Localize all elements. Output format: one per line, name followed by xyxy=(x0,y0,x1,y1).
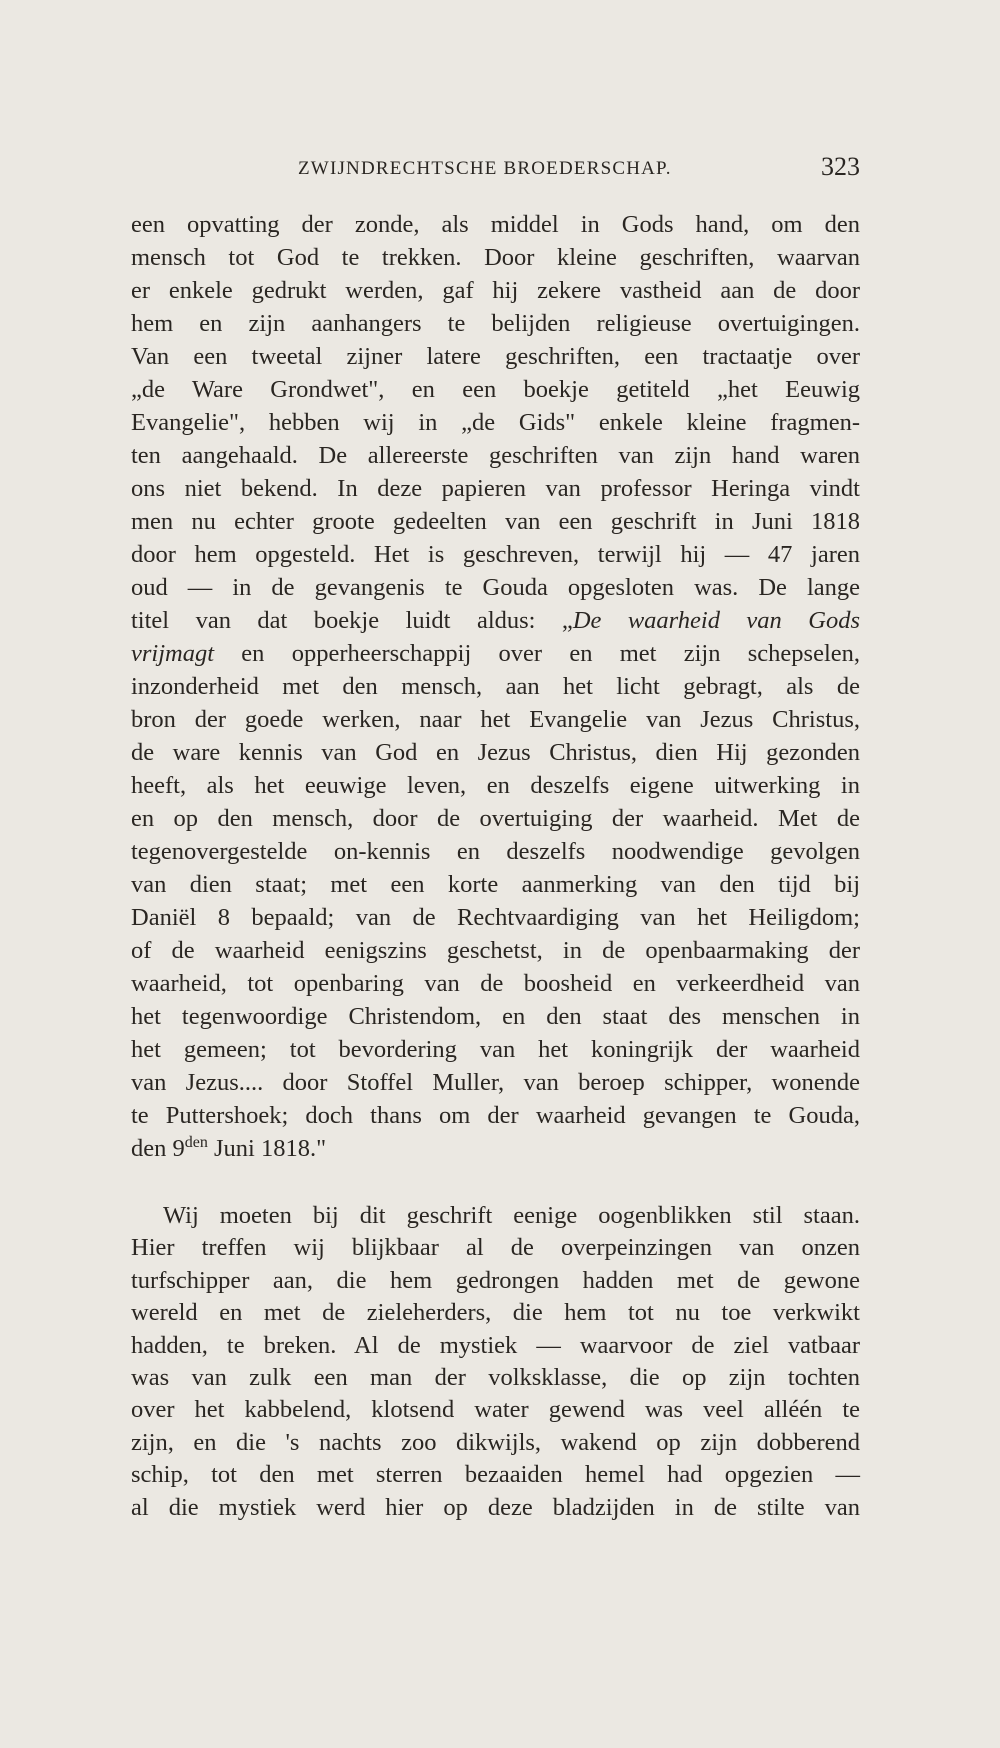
text-line: ten aangehaald. De allereerste geschriften van zijn hand waren xyxy=(131,442,860,469)
text-line: of de waarheid eenigszins geschetst, in de openbaarmaking der xyxy=(131,937,860,964)
text-line: „de Ware Grondwet", en een boekje getiteld „het Eeuwig xyxy=(131,376,860,403)
text-line: Evangelie", hebben wij in „de Gids" enkele kleine fragmen- xyxy=(131,409,860,436)
text-line: Wij moeten bij dit geschrift eenige oogenblikken stil staan. xyxy=(163,1202,860,1229)
text-line: van Jezus.... door Stoffel Muller, van beroep schipper, wonende xyxy=(131,1069,860,1096)
text-line: Hier treffen wij blijkbaar al de overpeinzingen van onzen xyxy=(131,1234,860,1262)
text-fragment: Juni 1818." xyxy=(207,1135,327,1162)
book-title-italic: De waarheid van Gods xyxy=(572,607,860,634)
running-title: ZWIJNDRECHTSCHE BROEDERSCHAP. xyxy=(298,158,672,179)
text-line: wereld en met de zieleherders, die hem tot nu toe verkwikt xyxy=(131,1299,860,1327)
text-line: turfschipper aan, die hem gedrongen hadden met de gewone xyxy=(131,1266,860,1294)
text-line: was van zulk een man der volksklasse, die op zijn tochten xyxy=(131,1363,860,1391)
text-line: oud — in de gevangenis te Gouda opgesloten was. De lange xyxy=(131,574,860,601)
book-title-italic: vrijmagt xyxy=(131,640,215,667)
superscript: den xyxy=(184,1134,208,1151)
text-line: schip, tot den met sterren bezaaiden hemel had opgezien — xyxy=(131,1461,860,1489)
text-line xyxy=(131,1132,860,1165)
text-line: tegenovergestelde on-kennis en deszelfs noodwendige gevolgen xyxy=(131,838,860,865)
text-line: over het kabbelend, klotsend water gewend was veel alléén te xyxy=(131,1396,860,1424)
text-line: er enkele gedrukt werden, gaf hij zekere vastheid aan de door xyxy=(131,277,860,304)
text-fragment: den 9 xyxy=(131,1135,185,1162)
text-fragment: titel van dat boekje luidt aldus: „ xyxy=(131,607,573,634)
text-line xyxy=(131,637,860,670)
paragraph-2 xyxy=(131,1200,860,1524)
text-line: mensch tot God te trekken. Door kleine geschriften, waarvan xyxy=(131,244,860,271)
text-line: de ware kennis van God en Jezus Christus, dien Hij gezonden xyxy=(131,739,860,766)
text-line: hem en zijn aanhangers te belijden religieuse overtuigingen. xyxy=(131,310,860,337)
text-line: hadden, te breken. Al de mystiek — waarvoor de ziel vatbaar xyxy=(131,1331,860,1359)
page-number: 323 xyxy=(821,152,860,181)
text-line: van dien staat; met een korte aanmerking van den tijd bij xyxy=(131,871,860,898)
text-line: al die mystiek werd hier op deze bladzijden in de stilte van xyxy=(131,1493,860,1521)
text-line: ons niet bekend. In deze papieren van professor Heringa vindt xyxy=(131,475,860,502)
text-line: te Puttershoek; doch thans om der waarheid gevangen te Gouda, xyxy=(131,1102,860,1129)
text-line: een opvatting der zonde, als middel in Gods hand, om den xyxy=(131,211,860,238)
text-line: door hem opgesteld. Het is geschreven, terwijl hij — 47 jaren xyxy=(131,541,860,568)
paragraph-1 xyxy=(131,208,860,1165)
text-line: zijn, en die 's nachts zoo dikwijls, wakend op zijn dobberend xyxy=(131,1428,860,1456)
text-line: en op den mensch, door de overtuiging der waarheid. Met de xyxy=(131,805,860,832)
text-line: heeft, als het eeuwige leven, en deszelfs eigene uitwerking in xyxy=(131,772,860,799)
text-fragment: en opperheerschappij over en met zijn schepselen, xyxy=(214,640,860,667)
text-line: Van een tweetal zijner latere geschriften, een tractaatje over xyxy=(131,343,860,370)
text-line xyxy=(131,604,860,637)
text-line: inzonderheid met den mensch, aan het licht gebragt, als de xyxy=(131,673,860,700)
text-line: bron der goede werken, naar het Evangelie van Jezus Christus, xyxy=(131,706,860,733)
text-line: het tegenwoordige Christendom, en den staat des menschen in xyxy=(131,1003,860,1030)
running-head xyxy=(298,152,860,188)
text-line: waarheid, tot openbaring van de boosheid en verkeerdheid van xyxy=(131,970,860,997)
text-line: men nu echter groote gedeelten van een geschrift in Juni 1818 xyxy=(131,508,860,535)
text-line: Daniël 8 bepaald; van de Rechtvaardiging van het Heiligdom; xyxy=(131,904,860,931)
text-line: het gemeen; tot bevordering van het koningrijk der waarheid xyxy=(131,1036,860,1063)
